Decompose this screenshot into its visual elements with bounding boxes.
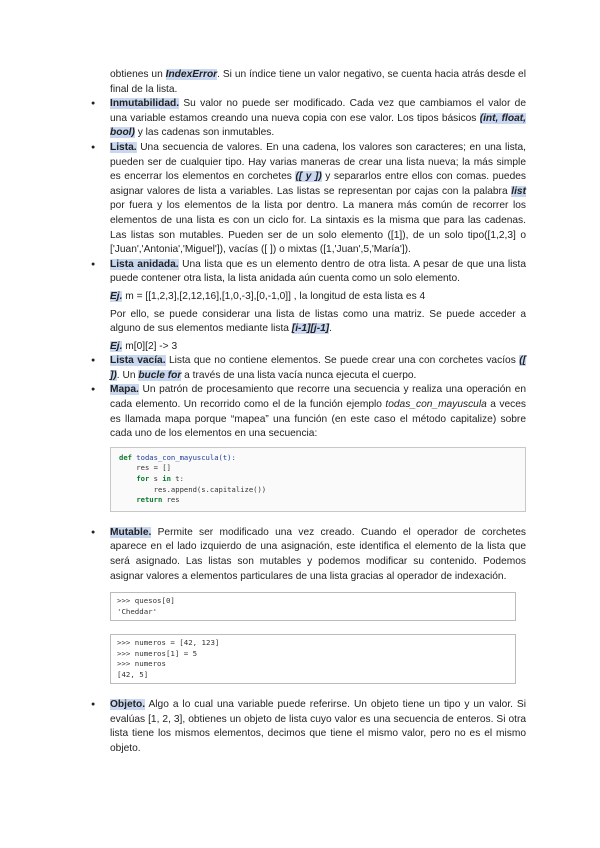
inmutabilidad-text-end: y las cadenas son inmutables. (134, 127, 275, 139)
document-page (90, 68, 526, 757)
code-snippet-figure (110, 447, 526, 512)
empty-brackets-highlight: ([ ]) (110, 355, 527, 381)
item-inmutabilidad (90, 97, 526, 141)
terminal-figure-numeros: >>> numeros = [42, 123] >>> numeros[1] = 5 >>> numeros [42, 5] (110, 634, 516, 684)
index-error-term: IndexError (165, 69, 218, 80)
code-line: todas_con_mayuscula(t): (131, 452, 236, 462)
lista-text: Una secuencia de valores. En una cadena, los valores son caracteres; en una lista, pueden ser de cualquier tipo. Hay varias maneras de crear una lista nueva; la más simple es encerrar los elementos en corchetes (110, 141, 526, 183)
term-mutable: Mutable. (110, 526, 152, 538)
anidada-example-1 (110, 290, 526, 305)
item-mutable (90, 526, 526, 684)
code-line: t: (170, 474, 184, 484)
term-lista-vacia: Lista vacía. (110, 355, 166, 367)
code-keyword: for (136, 474, 150, 484)
intro-text-end: . Si un índice tiene un valor negativo, se cuenta hacia atrás desde el final de la lista. (110, 69, 526, 95)
term-lista-anidada: Lista anidada. (110, 258, 179, 270)
matrix-text-end: . (329, 323, 332, 335)
vacia-text-3: a través de una lista vacía nunca ejecuta el cuerpo. (181, 369, 417, 381)
brackets-highlight: ([ y ]) (295, 171, 322, 183)
basic-types-highlight: (int, float, bool) (110, 112, 526, 139)
vacia-text-2: . Un (116, 369, 139, 381)
for-loop-highlight: bucle for (138, 369, 182, 381)
definitions-list (90, 97, 526, 756)
code-line: res (162, 495, 180, 505)
anidada-text: Una lista que es un elemento dentro de otra lista. A pesar de que una lista puede contener otra lista, la lista anidada aún cuenta como un solo elemento. (110, 258, 527, 285)
code-line: s (149, 474, 163, 484)
objeto-text: Algo a lo cual una variable puede referirse. Un objeto tiene un tipo y un valor. Si evalúas [1, 2, 3], obtienes un objeto de lista cuyo valor es una secuencia de enteros. Si otra lista tiene los mismos elementos, decimos que tiene el mismo valor, pero no es el mismo objeto. (110, 699, 526, 754)
code-line: res.append(s.capitalize()) (119, 484, 267, 494)
inmutabilidad-text: Su valor no puede ser modificado. Cada vez que cambiamos el valor de una variable estamos creando una nueva copia con ese valor. Los tipos básicos (110, 98, 526, 124)
mapa-paragraph (110, 383, 526, 441)
item-lista-anidada (90, 258, 526, 355)
code-keyword: def (119, 452, 132, 462)
term-mapa: Mapa. (110, 384, 139, 396)
list-keyword-highlight: list (511, 185, 526, 197)
term-objeto: Objeto. (110, 699, 146, 711)
example-label: Ej. (110, 290, 123, 302)
anidada-paragraph (110, 258, 526, 287)
terminal-figure-quesos: >>> quesos[0] 'Cheddar' (110, 592, 516, 621)
mutable-paragraph (110, 526, 526, 584)
term-inmutabilidad: Inmutabilidad. (110, 98, 180, 110)
item-lista-vacia (90, 354, 526, 383)
index-highlight: [i-1][j-1] (291, 323, 330, 335)
lista-text-3: por fuera y los elementos de la lista por dentro. La manera más común de recorrer los elementos de una lista es con un ciclo for. La sintaxis es la misma que para las cadenas. Las listas son mutables. Pueden ser de un solo elemento ([1]), de un solo tipo([1,2,3] o ['Juan','Antonia','Miguel']), vacías ([ ]) o mixtas ([1,'Juan',5,'María']). (110, 200, 526, 256)
code-keyword: return (136, 495, 163, 505)
code-line: res = [] (119, 463, 171, 473)
mutable-text: Permite ser modificado una vez creado. Cuando el operador de corchetes aparece en el lado izquierdo de una asignación, este identifica el elemento de la lista que será asignado. Las listas son mutables y podemos modificar su contenido. Podemos asignar valores a elementos particulares de una lista gracias al operador de indexación. (110, 526, 526, 582)
item-objeto (90, 698, 526, 756)
anidada-matrix-paragraph (110, 308, 526, 337)
lista-text-2: y separarlos entre ellos con comas. puedes asignar valores de lista a variables. Las listas se representan por cajas con la palabra (110, 171, 527, 197)
code-keyword: in (162, 474, 171, 484)
anidada-example-2 (110, 340, 526, 355)
item-lista (90, 141, 526, 258)
example-label: Ej. (110, 340, 123, 352)
item-mapa (90, 383, 526, 511)
intro-paragraph (90, 68, 526, 97)
vacia-text: Lista que no contiene elementos. Se puede crear una con corchetes vacíos (165, 355, 520, 367)
function-name: todas_con_mayuscula (385, 399, 487, 411)
intro-text: obtienes un (110, 69, 166, 80)
mapa-text: Un patrón de procesamiento que recorre una secuencia y realiza una operación en cada elemento. Un recorrido como el de la función ejemplo (110, 384, 526, 411)
mapa-text-2: a veces es llamada mapa porque “mapea” una función (en este caso el método capitalize) sobre cada uno de los elementos en una secuencia: (110, 399, 526, 440)
term-lista: Lista. (110, 141, 137, 153)
example-text: m[0][2] -> 3 (122, 340, 178, 352)
matrix-text: Por ello, se puede considerar una lista de listas como una matriz. Se puede acceder a alguno de sus elementos mediante lista (110, 308, 526, 335)
example-text: m = [[1,2,3],[2,12,16],[1,0,-3],[0,-1,0]] , la longitud de esta lista es 4 (122, 290, 426, 302)
